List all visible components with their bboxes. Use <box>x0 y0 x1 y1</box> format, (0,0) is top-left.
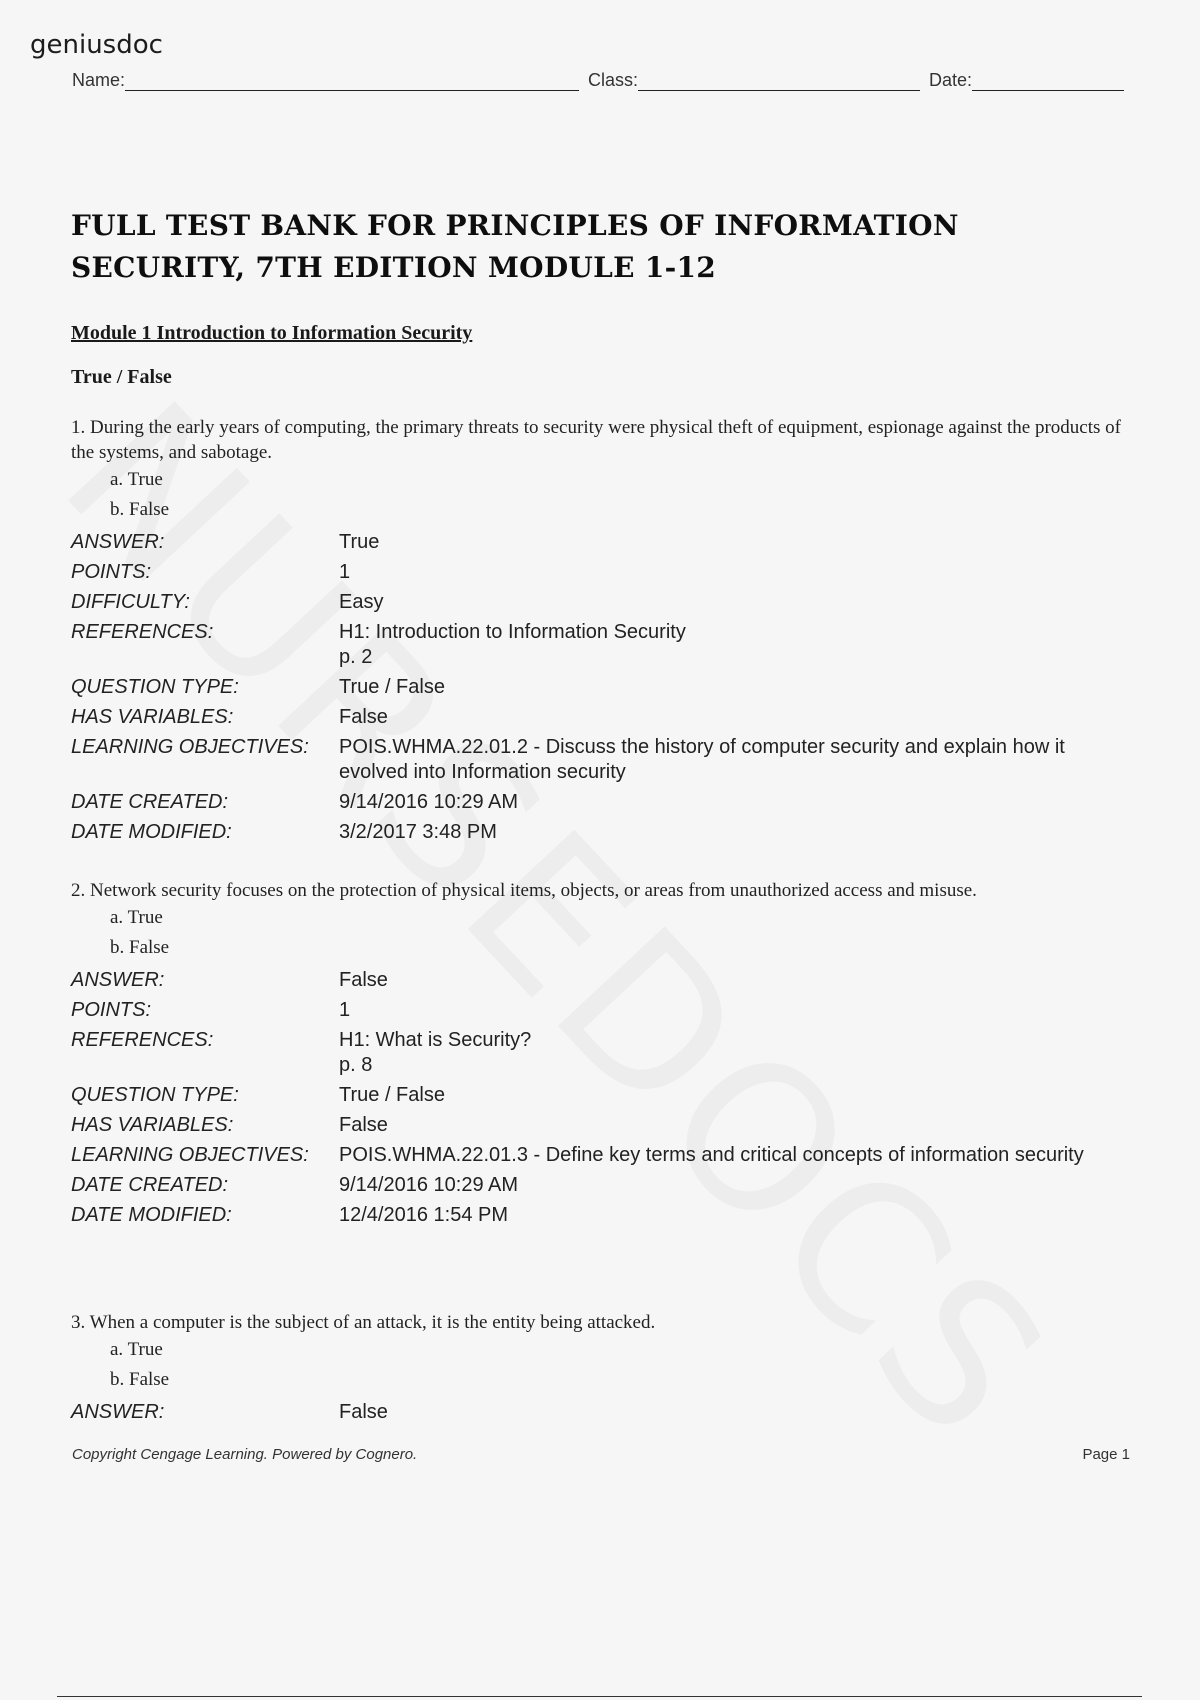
choice-b: b. False <box>110 937 170 958</box>
answer-value: True <box>339 531 380 553</box>
choice-b: b. False <box>110 1369 170 1390</box>
student-info-header <box>72 70 1130 94</box>
references-row <box>71 1028 1131 1078</box>
date-modified-row <box>71 820 1131 845</box>
references-value <box>339 620 1131 670</box>
choice-b: b. False <box>110 499 170 520</box>
answer-value: False <box>339 969 388 991</box>
reference-title: H1: Introduction to Information Security <box>339 621 686 643</box>
name-label: Name: <box>72 70 126 90</box>
date-created-row <box>71 1173 1131 1198</box>
references-label: REFERENCES: <box>71 621 214 643</box>
has-variables-label: HAS VARIABLES: <box>71 706 234 728</box>
learning-objectives-row <box>71 735 1131 785</box>
has-variables-label: HAS VARIABLES: <box>71 1114 234 1136</box>
question-text: 1. During the early years of computing, the primary threats to security were physical theft of equipment, espionage against the products of the systems, and sabotage. <box>71 417 1121 463</box>
reference-page: p. 2 <box>339 646 373 668</box>
choice-a: a. True <box>110 1339 163 1360</box>
date-modified-value: 3/2/2017 3:48 PM <box>339 821 497 843</box>
brand-label: geniusdoc <box>30 30 163 60</box>
has-variables-value: False <box>339 1114 388 1136</box>
class-field <box>588 70 920 91</box>
question-3 <box>71 1310 1131 1425</box>
page-number: Page 1 <box>1082 1446 1130 1463</box>
has-variables-row <box>71 1113 1131 1138</box>
date-created-value: 9/14/2016 10:29 AM <box>339 791 519 813</box>
references-label: REFERENCES: <box>71 1029 214 1051</box>
date-field <box>929 70 1124 91</box>
date-blank <box>972 70 1124 91</box>
date-modified-label: DATE MODIFIED: <box>71 821 232 843</box>
date-created-value: 9/14/2016 10:29 AM <box>339 1174 519 1196</box>
name-field <box>72 70 579 91</box>
date-label: Date: <box>929 70 973 90</box>
has-variables-value: False <box>339 706 388 728</box>
learning-objectives-value: POIS.WHMA.22.01.3 - Define key terms and critical concepts of information security <box>339 1144 1084 1166</box>
points-value: 1 <box>339 999 351 1021</box>
question-text: 3. When a computer is the subject of an attack, it is the entity being attacked. <box>71 1312 656 1333</box>
references-value <box>339 1028 1131 1078</box>
question-text: 2. Network security focuses on the protection of physical items, objects, or areas from unauthorized access and misuse. <box>71 880 977 901</box>
points-label: POINTS: <box>71 999 152 1021</box>
points-label: POINTS: <box>71 561 152 583</box>
answer-label: ANSWER: <box>71 531 165 553</box>
question-1 <box>71 415 1131 845</box>
learning-objectives-value: POIS.WHMA.22.01.2 - Discuss the history of computer security and explain how it evolved into Information security <box>339 736 1065 783</box>
answer-row <box>71 530 1131 555</box>
learning-objectives-row <box>71 1143 1131 1168</box>
difficulty-row <box>71 590 1131 615</box>
date-modified-label: DATE MODIFIED: <box>71 1204 232 1226</box>
answer-label: ANSWER: <box>71 969 165 991</box>
date-created-row <box>71 790 1131 815</box>
reference-page: p. 8 <box>339 1054 373 1076</box>
difficulty-value: Easy <box>339 591 384 613</box>
name-blank <box>125 70 579 91</box>
date-created-label: DATE CREATED: <box>71 1174 229 1196</box>
question-type-row <box>71 1083 1131 1108</box>
learning-objectives-label: LEARNING OBJECTIVES: <box>71 736 309 758</box>
points-row <box>71 560 1131 585</box>
date-created-label: DATE CREATED: <box>71 791 229 813</box>
choice-a: a. True <box>110 469 163 490</box>
points-value: 1 <box>339 561 351 583</box>
answer-row <box>71 968 1131 993</box>
date-modified-row <box>71 1203 1131 1228</box>
question-type-heading: True / False <box>71 366 172 388</box>
question-type-label: QUESTION TYPE: <box>71 1084 239 1106</box>
section-heading: Module 1 Introduction to Information Security <box>71 322 473 344</box>
class-label: Class: <box>588 70 639 90</box>
question-2 <box>71 878 1131 1228</box>
document-title: FULL TEST BANK FOR PRINCIPLES OF INFORMATION SECURITY, 7TH EDITION MODULE 1-12 <box>71 209 959 284</box>
page-divider <box>57 1696 1142 1697</box>
answer-row <box>71 1400 1131 1425</box>
has-variables-row <box>71 705 1131 730</box>
answer-value: False <box>339 1401 388 1423</box>
points-row <box>71 998 1131 1023</box>
question-type-row <box>71 675 1131 700</box>
answer-label: ANSWER: <box>71 1401 165 1423</box>
reference-title: H1: What is Security? <box>339 1029 532 1051</box>
class-blank <box>638 70 920 91</box>
page-footer <box>72 1446 1130 1463</box>
choice-a: a. True <box>110 907 163 928</box>
difficulty-label: DIFFICULTY: <box>71 591 190 613</box>
references-row <box>71 620 1131 670</box>
question-type-label: QUESTION TYPE: <box>71 676 239 698</box>
copyright-notice: Copyright Cengage Learning. Powered by Cognero. <box>72 1446 418 1463</box>
question-type-value: True / False <box>339 1084 445 1106</box>
date-modified-value: 12/4/2016 1:54 PM <box>339 1204 509 1226</box>
question-type-value: True / False <box>339 676 445 698</box>
learning-objectives-label: LEARNING OBJECTIVES: <box>71 1144 309 1166</box>
